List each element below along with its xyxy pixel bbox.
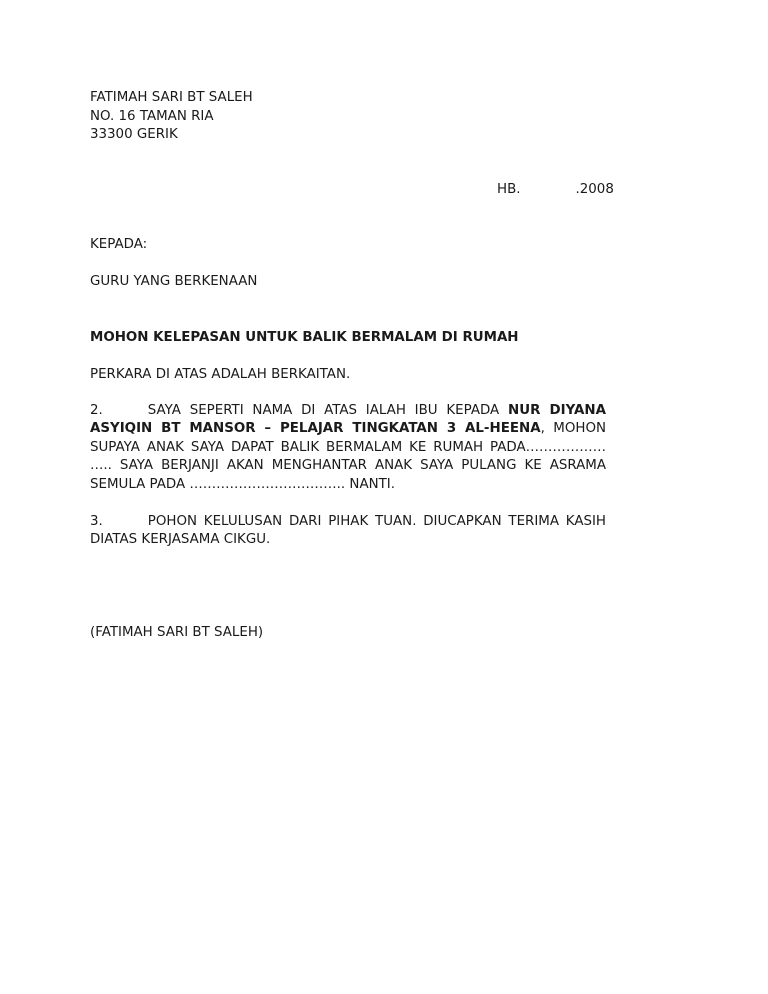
opening-line: PERKARA DI ATAS ADALAH BERKAITAN. [90, 367, 351, 382]
paragraph-2 [90, 402, 606, 494]
letter-date [497, 181, 614, 199]
sender-address-line2: 33300 GERIK [90, 127, 178, 142]
letter-subject: MOHON KELEPASAN UNTUK BALIK BERMALAM DI RUMAH [90, 330, 519, 345]
paragraph-3-text: POHON KELULUSAN DARI PIHAK TUAN. DIUCAPKAN TERIMA KASIH DIATAS KERJASAMA CIKGU. [90, 514, 606, 548]
date-prefix: HB. [497, 182, 521, 197]
signature-name: (FATIMAH SARI BT SALEH) [90, 625, 264, 640]
paragraph-2-text-b: , MOHON SUPAYA ANAK SAYA DAPAT BALIK BERMALAM KE RUMAH PADA……………… ….. SAYA BERJANJI AKAN MENGHANTAR ANAK SAYA PULANG KE ASRAMA SEMULA PADA …………………………….. NANTI. [90, 421, 607, 492]
paragraph-3 [90, 513, 606, 550]
date-year: .2008 [575, 182, 614, 197]
paragraph-2-number: 2. [90, 403, 103, 418]
sender-address-line1: NO. 16 TAMAN RIA [90, 109, 214, 124]
recipient-label: KEPADA: [90, 237, 148, 252]
sender-name: FATIMAH SARI BT SALEH [90, 90, 253, 105]
recipient-name: GURU YANG BERKENAAN [90, 274, 258, 289]
paragraph-3-number: 3. [90, 514, 103, 529]
paragraph-2-student: NUR DIYANA ASYIQIN BT MANSOR – PELAJAR TINGKATAN 3 AL-HEENA [90, 403, 606, 437]
paragraph-2-text-a: SAYA SEPERTI NAMA DI ATAS IALAH IBU KEPADA [147, 403, 508, 418]
